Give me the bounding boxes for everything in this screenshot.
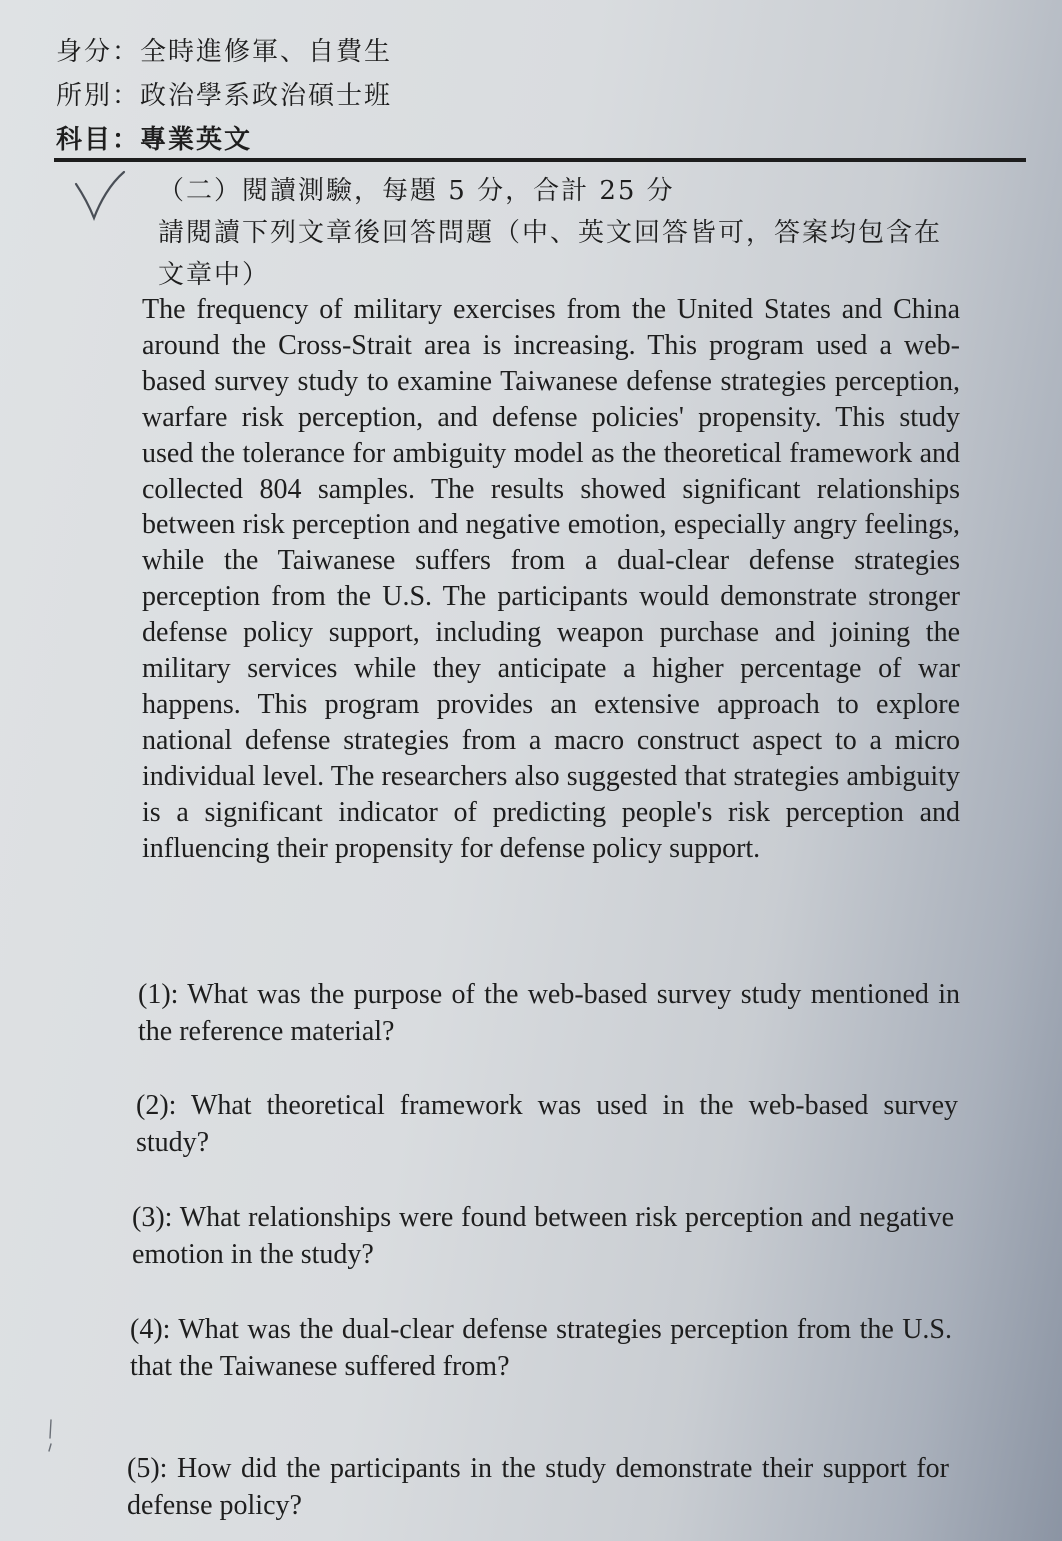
section-heading: （二）閱讀測驗，每題 5 分，合計 25 分: [158, 176, 675, 206]
question-1: (1): What was the purpose of the web-based survey study mentioned in the reference material?: [138, 979, 960, 1047]
department-line: 所別：政治學系政治碩士班: [56, 81, 393, 111]
reading-passage: The frequency of military exercises from the United States and China around the Cross-Strait area is increasing. This program used a web-based survey study to examine Taiwanese defense strategies perception, warfare risk perception, and defense policies' propensity. This study used the tolerance for ambiguity model as the theoretical framework and collected 804 samples. The results showed significant relationships between risk perception and negative emotion, especially angry feelings, while the Taiwanese suffers from a dual-clear defense strategies perception from the U.S. The participants would demonstrate stronger defense policy support, including weapon purchase and joining the military services while they anticipate a higher percentage of war happens. This program provides an extensive approach to explore national defense strategies from a macro construct aspect to a micro individual level. The researchers also suggested that strategies ambiguity is a significant indicator of predicting people's risk perception and influencing their propensity for defense policy support.: [142, 294, 960, 864]
question-4: (4): What was the dual-clear defense strategies perception from the U.S. that the Taiwanese suffered from?: [130, 1314, 952, 1382]
reading-section: [158, 170, 958, 296]
question-5: (5): How did the participants in the study demonstrate their support for defense policy?: [127, 1453, 949, 1521]
identity-line: 身分：全時進修軍、自費生: [56, 37, 393, 67]
question-2: (2): What theoretical framework was used in the web-based survey study?: [136, 1090, 958, 1158]
exam-header: [56, 30, 392, 162]
question-3: (3): What relationships were found between risk perception and negative emotion in the study?: [132, 1202, 954, 1270]
subject-line: 科目：專業英文: [56, 125, 253, 155]
pen-mark-icon: [46, 1418, 56, 1452]
header-divider: [54, 158, 1026, 162]
section-instruction: 請閱讀下列文章後回答問題（中、英文回答皆可，答案均包含在文章中）: [158, 218, 943, 290]
handwritten-check-icon: [72, 170, 128, 222]
